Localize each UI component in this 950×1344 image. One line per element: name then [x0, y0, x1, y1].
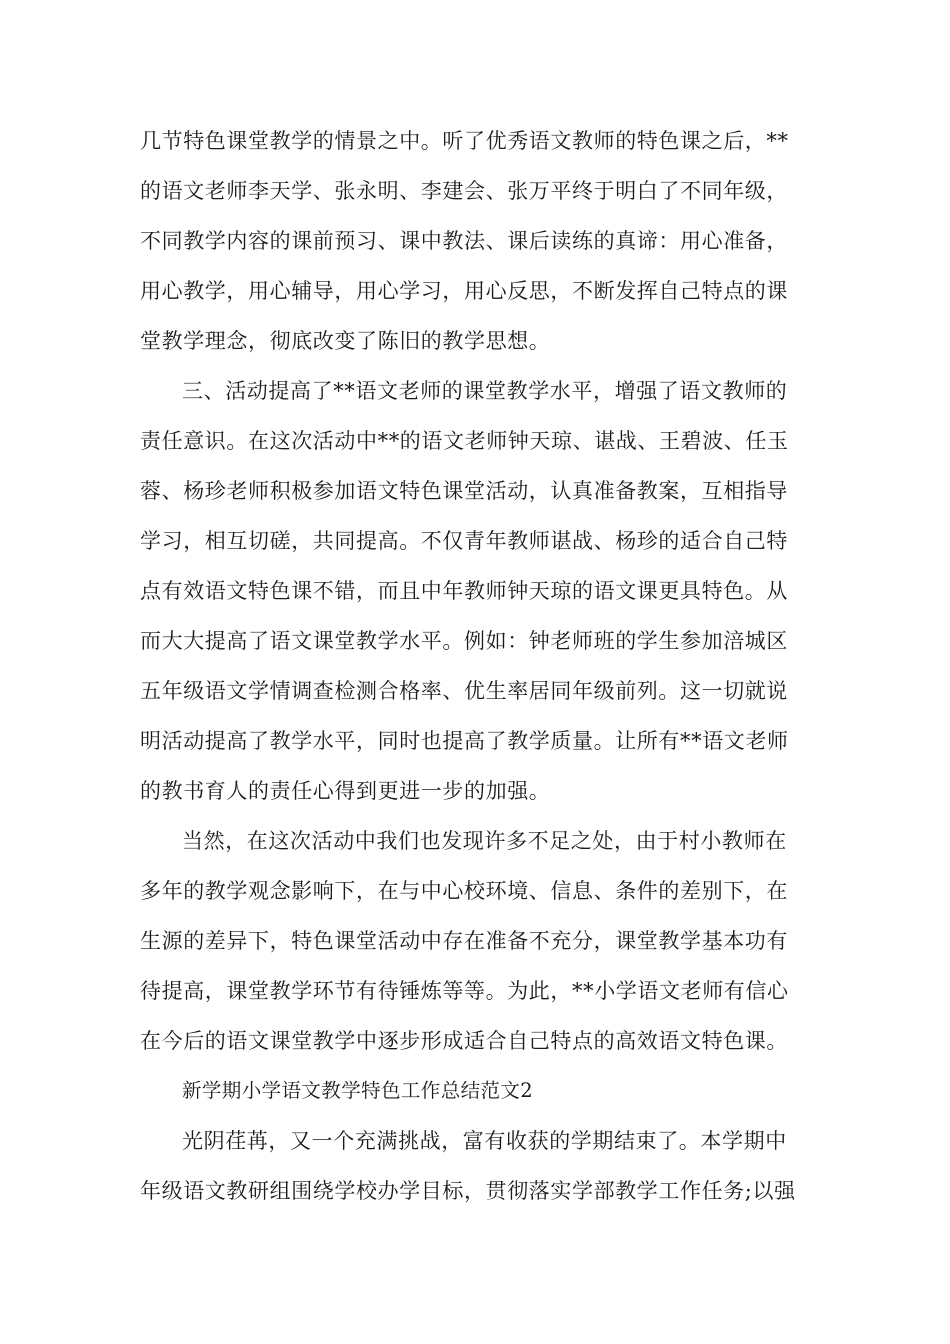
paragraph-line: 光阴荏苒，又一个充满挑战，富有收获的学期结束了。本学期中: [182, 1129, 787, 1153]
paragraph-line: 待提高，课堂教学环节有待锤炼等等。为此，**小学语文老师有信心: [140, 979, 789, 1003]
paragraph-line: 不同教学内容的课前预习、课中教法、课后读练的真谛：用心准备，: [140, 229, 788, 253]
paragraph-line: 多年的教学观念影响下，在与中心校环境、信息、条件的差别下，在: [140, 879, 788, 903]
paragraph-line: 堂教学理念，彻底改变了陈旧的教学思想。: [140, 329, 551, 353]
paragraph-line: 明活动提高了教学水平，同时也提高了教学质量。让所有**语文老师: [140, 729, 789, 753]
paragraph-line: 蓉、杨珍老师积极参加语文特色课堂活动，认真准备教案，互相指导: [140, 479, 788, 503]
paragraph-line: 年级语文教研组围绕学校办学目标，贯彻落实学部教学工作任务;以强: [140, 1179, 796, 1203]
paragraph-line: 生源的差异下，特色课堂活动中存在准备不充分，课堂教学基本功有: [140, 929, 788, 953]
paragraph-line: 的语文老师李天学、张永明、李建会、张万平终于明白了不同年级，: [140, 179, 788, 203]
paragraph-line: 点有效语文特色课不错，而且中年教师钟天琼的语文课更具特色。从: [140, 579, 788, 603]
paragraph-line: 学习，相互切磋，共同提高。不仅青年教师谌战、杨珍的适合自己特: [140, 529, 788, 553]
paragraph-line: 三、活动提高了**语文老师的课堂教学水平，增强了语文教师的: [182, 379, 788, 403]
paragraph-line: 当然，在这次活动中我们也发现许多不足之处，由于村小教师在: [182, 829, 787, 853]
paragraph-line: 而大大提高了语文课堂教学水平。例如：钟老师班的学生参加涪城区: [140, 629, 788, 653]
paragraph-line: 用心教学，用心辅导，用心学习，用心反思，不断发挥自己特点的课: [140, 279, 788, 303]
paragraph-line: 的教书育人的责任心得到更进一步的加强。: [140, 779, 551, 803]
paragraph-line: 五年级语文学情调查检测合格率、优生率居同年级前列。这一切就说: [140, 679, 788, 703]
paragraph-line: 责任意识。在这次活动中**的语文老师钟天琼、谌战、王碧波、任玉: [140, 429, 789, 453]
paragraph-line: 几节特色课堂教学的情景之中。听了优秀语文教师的特色课之后，**: [140, 129, 789, 153]
paragraph-line: 在今后的语文课堂教学中逐步形成适合自己特点的高效语文特色课。: [140, 1029, 788, 1053]
section-heading: 新学期小学语文教学特色工作总结范文2: [182, 1079, 534, 1102]
